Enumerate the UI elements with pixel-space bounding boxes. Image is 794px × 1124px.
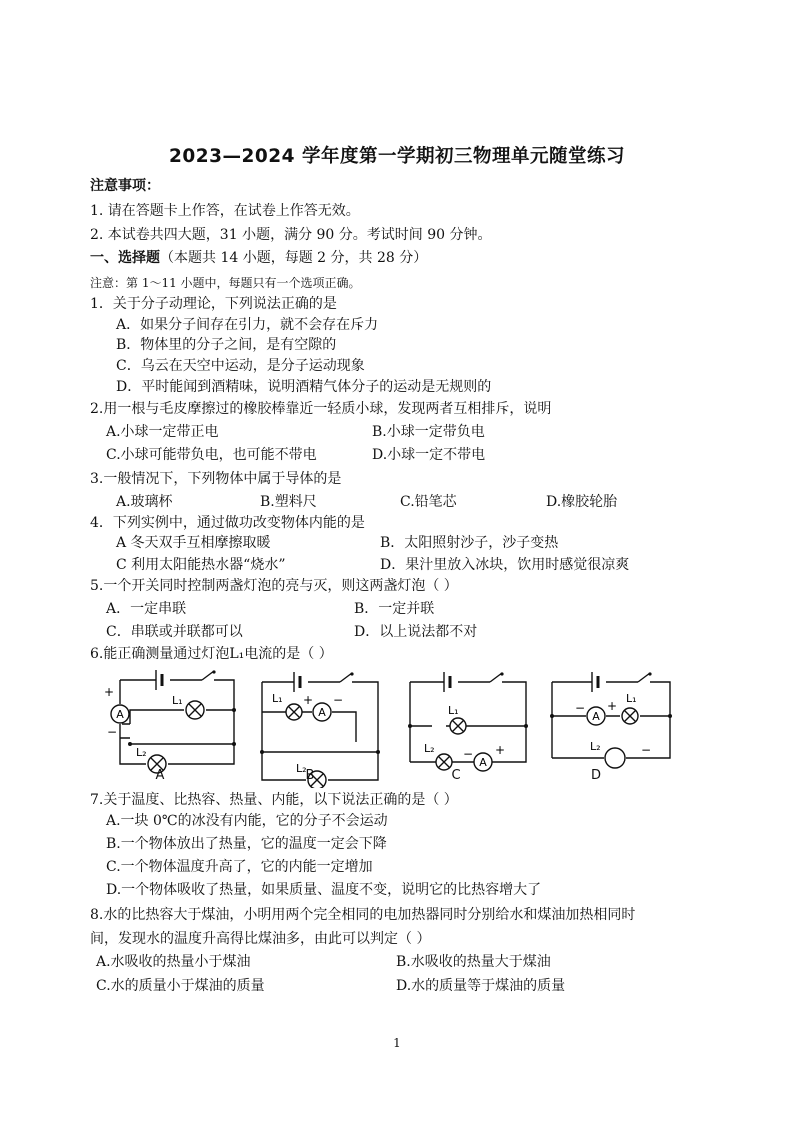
lamp-l2-label: L₂ — [296, 762, 307, 775]
question-3-option-a: A.玻璃杯 — [116, 494, 173, 510]
lamp-l1-label: L₁ — [626, 692, 637, 705]
plus-sign: + — [494, 743, 506, 757]
question-5-option-b: B．一定并联 — [354, 601, 435, 617]
circuit-b-label: B — [305, 768, 315, 783]
question-7-stem: 7.关于温度、比热容、热量、内能，以下说法正确的是（ ） — [90, 792, 458, 808]
section-note: （本题共 14 小题，每题 2 分，共 28 分） — [160, 250, 428, 266]
ammeter-label: A — [116, 708, 124, 721]
section-heading: 一、选择题 — [90, 250, 160, 266]
ammeter-label: A — [318, 706, 326, 719]
minus-sign: − — [332, 693, 344, 707]
question-6-stem: 6.能正确测量通过灯泡L₁电流的是（ ） — [90, 646, 333, 662]
question-7-option-a: A.一块 0℃的冰没有内能，它的分子不会运动 — [106, 813, 388, 829]
plus-sign: + — [606, 699, 618, 713]
question-4-stem: 4．下列实例中，通过做功改变物体内能的是 — [90, 515, 365, 531]
lamp-l1-label: L₁ — [172, 694, 183, 707]
question-4-option-d: D．果汁里放入冰块，饮用时感觉很凉爽 — [380, 557, 630, 573]
question-1-option-a: A．如果分子间存在引力，就不会存在斥力 — [116, 317, 379, 333]
question-3-option-c: C.铅笔芯 — [400, 494, 457, 510]
notice-item-1: 1. 请在答题卡上作答，在试卷上作答无效。 — [90, 203, 360, 219]
question-8-stem-continued: 间，发现水的温度升高得比煤油多，由此可以判定（ ） — [90, 931, 431, 947]
lamp-l2-label: L₂ — [590, 740, 601, 753]
minus-sign: − — [574, 701, 586, 715]
question-3-option-d: D.橡胶轮胎 — [546, 494, 618, 510]
question-2-stem: 2.用一根与毛皮摩擦过的橡胶棒靠近一轻质小球，发现两者互相排斥，说明 — [90, 401, 552, 417]
question-7-option-b: B.一个物体放出了热量，它的温度一定会下降 — [106, 836, 387, 852]
question-4-option-b: B．太阳照射沙子，沙子变热 — [380, 535, 559, 551]
circuit-c-label: C — [451, 768, 461, 783]
question-3-option-b: B.塑料尺 — [260, 494, 317, 510]
question-5-option-d: D．以上说法都不对 — [354, 624, 478, 640]
question-2-option-c: C.小球可能带负电，也可能不带电 — [106, 447, 317, 463]
question-1-option-b: B．物体里的分子之间，是有空隙的 — [116, 337, 337, 353]
minus-sign: − — [462, 747, 474, 761]
question-5-option-a: A．一定串联 — [106, 601, 187, 617]
circuit-diagrams — [100, 668, 720, 788]
question-2-option-d: D.小球一定不带电 — [372, 447, 486, 463]
circuit-a-label: A — [155, 768, 165, 783]
circuit-a — [100, 668, 240, 788]
question-2-option-a: A.小球一定带正电 — [106, 424, 219, 440]
circuit-d-label: D — [590, 768, 601, 783]
minus-sign: − — [106, 725, 118, 739]
circuit-c — [408, 668, 548, 788]
question-5-stem: 5.一个开关同时控制两盏灯泡的亮与灭，则这两盏灯泡（ ） — [90, 578, 458, 594]
lamp-l2-label: L₂ — [136, 746, 147, 759]
minus-sign: − — [640, 743, 652, 757]
section-sub-note: 注意：第 1～11 小题中，每题只有一个选项正确。 — [90, 276, 361, 290]
question-8-option-a: A.水吸收的热量小于煤油 — [96, 954, 251, 970]
lamp-l1-label: L₁ — [448, 704, 459, 717]
ammeter-label: A — [479, 756, 487, 769]
question-4-option-a: A 冬天双手互相摩擦取暖 — [116, 535, 271, 551]
notice-heading: 注意事项： — [90, 178, 160, 194]
lamp-l1-label: L₁ — [272, 692, 283, 705]
question-2-option-b: B.小球一定带负电 — [372, 424, 485, 440]
question-8-option-d: D.水的质量等于煤油的质量 — [396, 978, 566, 994]
question-1-stem: 1．关于分子动理论，下列说法正确的是 — [90, 296, 337, 312]
circuit-b — [258, 668, 398, 788]
question-1-option-c: C．乌云在天空中运动，是分子运动现象 — [116, 358, 365, 374]
lamp-l2-label: L₂ — [424, 742, 435, 755]
plus-sign: + — [103, 685, 115, 699]
question-8-option-b: B.水吸收的热量大于煤油 — [396, 954, 551, 970]
question-7-option-c: C.一个物体温度升高了，它的内能一定增加 — [106, 859, 373, 875]
circuit-d — [550, 668, 690, 788]
notice-item-2: 2. 本试卷共四大题，31 小题，满分 90 分。考试时间 90 分钟。 — [90, 227, 492, 243]
question-5-option-c: C．串联或并联都可以 — [106, 624, 243, 640]
question-8-stem: 8.水的比热容大于煤油，小明用两个完全相同的电加热器同时分别给水和煤油加热相同时 — [90, 907, 636, 923]
ammeter-label: A — [592, 710, 600, 723]
question-3-stem: 3.一般情况下，下列物体中属于导体的是 — [90, 471, 342, 487]
question-1-option-d: D．平时能闻到酒精味，说明酒精气体分子的运动是无规则的 — [116, 379, 492, 395]
section-header — [90, 248, 427, 268]
page-title: 2023—2024 学年度第一学期初三物理单元随堂练习 — [169, 146, 625, 167]
question-4-option-c: C 利用太阳能热水器“烧水” — [116, 557, 286, 573]
question-7-option-d: D.一个物体吸收了热量，如果质量、温度不变，说明它的比热容增大了 — [106, 882, 542, 898]
question-8-option-c: C.水的质量小于煤油的质量 — [96, 978, 265, 994]
page-number: 1 — [393, 1036, 401, 1050]
plus-sign: + — [302, 693, 314, 707]
